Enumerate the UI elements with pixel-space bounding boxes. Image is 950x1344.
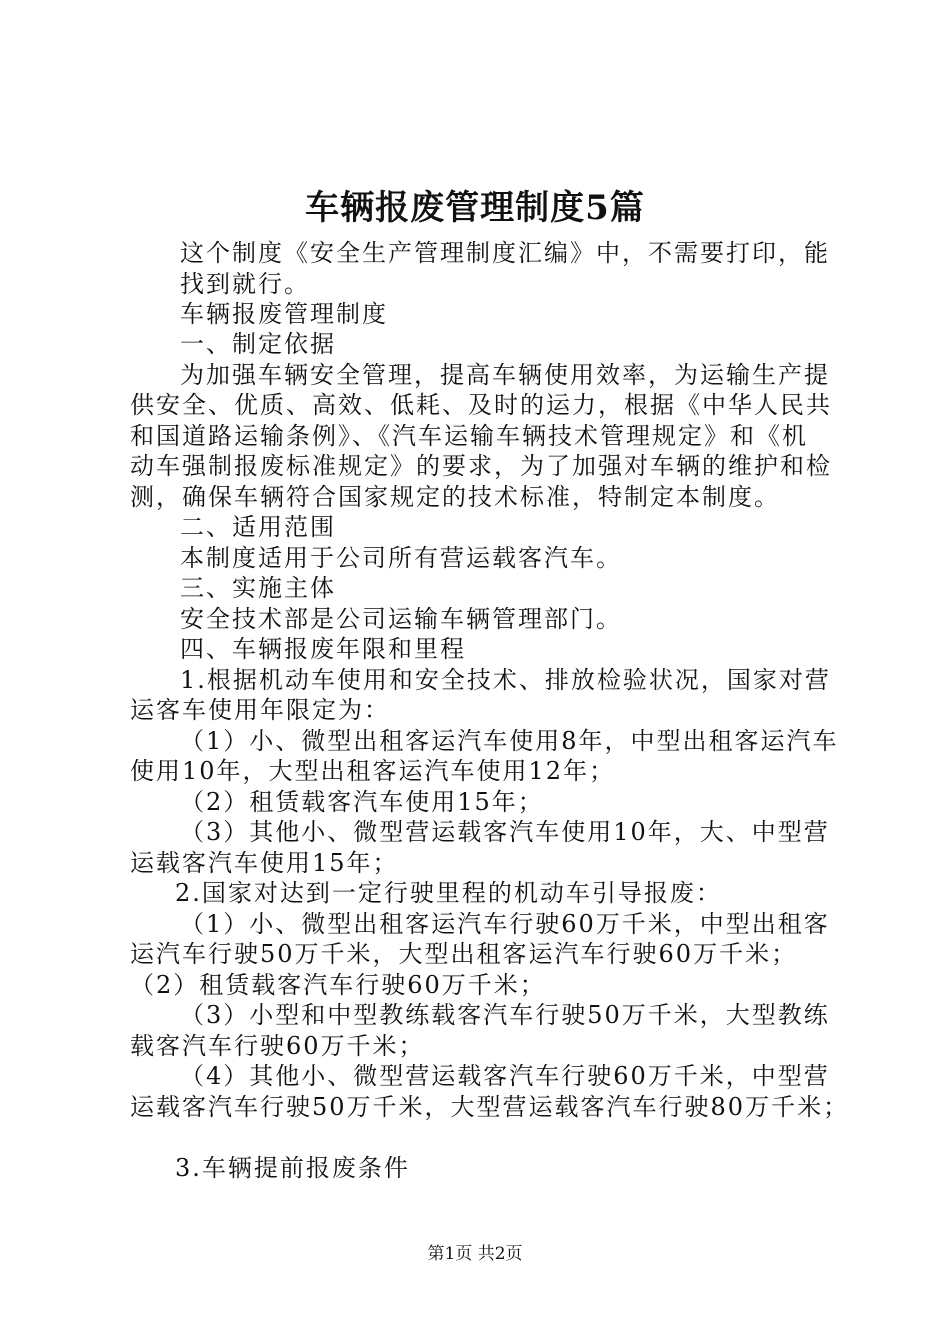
body-line: 供安全、优质、高效、低耗、及时的运力，根据《中华人民共 bbox=[130, 391, 832, 419]
page-footer: 第1页 共2页 bbox=[427, 1244, 523, 1264]
document-title: 车辆报废管理制度5篇 bbox=[305, 188, 645, 228]
body-line: 使用10年，大型出租客运汽车使用12年； bbox=[130, 757, 616, 785]
body-line: 本制度适用于公司所有营运载客汽车。 bbox=[180, 544, 622, 572]
body-line: （2）租赁载客汽车使用15年； bbox=[180, 788, 544, 816]
body-line: 一、制定依据 bbox=[180, 330, 336, 358]
body-line: （1）小、微型出租客运汽车使用8年，中型出租客运汽车 bbox=[180, 727, 839, 755]
body-line: 安全技术部是公司运输车辆管理部门。 bbox=[180, 605, 622, 633]
body-line: （2）租赁载客汽车行驶60万千米； bbox=[130, 971, 546, 999]
body-line: 2.国家对达到一定行驶里程的机动车引导报废： bbox=[175, 879, 722, 907]
body-line: 找到就行。 bbox=[180, 270, 310, 298]
body-line: （3）其他小、微型营运载客汽车使用10年，大、中型营 bbox=[180, 818, 830, 846]
body-line: 测，确保车辆符合国家规定的技术标准，特制定本制度。 bbox=[130, 483, 780, 511]
body-line: 载客汽车行驶60万千米； bbox=[130, 1032, 425, 1060]
body-line: 为加强车辆安全管理，提高车辆使用效率，为运输生产提 bbox=[180, 361, 830, 389]
body-line: 运载客汽车使用15年； bbox=[130, 849, 399, 877]
body-line: （1）小、微型出租客运汽车行驶60万千米，中型出租客 bbox=[180, 910, 830, 938]
body-line: 3.车辆提前报废条件 bbox=[175, 1154, 410, 1182]
body-line: 车辆报废管理制度 bbox=[180, 300, 388, 328]
body-line: 运客车使用年限定为： bbox=[130, 696, 390, 724]
body-line: 和国道路运输条例》、《汽车运输车辆技术管理规定》和《机 bbox=[130, 422, 808, 450]
body-line: 四、车辆报废年限和里程 bbox=[180, 635, 466, 663]
body-line: 动车强制报废标准规定》的要求，为了加强对车辆的维护和检 bbox=[130, 452, 832, 480]
body-line: 1.根据机动车使用和安全技术、排放检验状况，国家对营 bbox=[180, 666, 831, 694]
body-line: （3）小型和中型教练载客汽车行驶50万千米，大型教练 bbox=[180, 1001, 830, 1029]
body-line: 这个制度《安全生产管理制度汇编》中，不需要打印，能 bbox=[180, 239, 830, 267]
body-line: （4）其他小、微型营运载客汽车行驶60万千米，中型营 bbox=[180, 1062, 830, 1090]
body-line: 三、实施主体 bbox=[180, 574, 336, 602]
body-line: 二、适用范围 bbox=[180, 513, 336, 541]
body-line: 运载客汽车行驶50万千米，大型营运载客汽车行驶80万千米； bbox=[130, 1093, 850, 1121]
body-line: 运汽车行驶50万千米，大型出租客运汽车行驶60万千米； bbox=[130, 940, 798, 968]
